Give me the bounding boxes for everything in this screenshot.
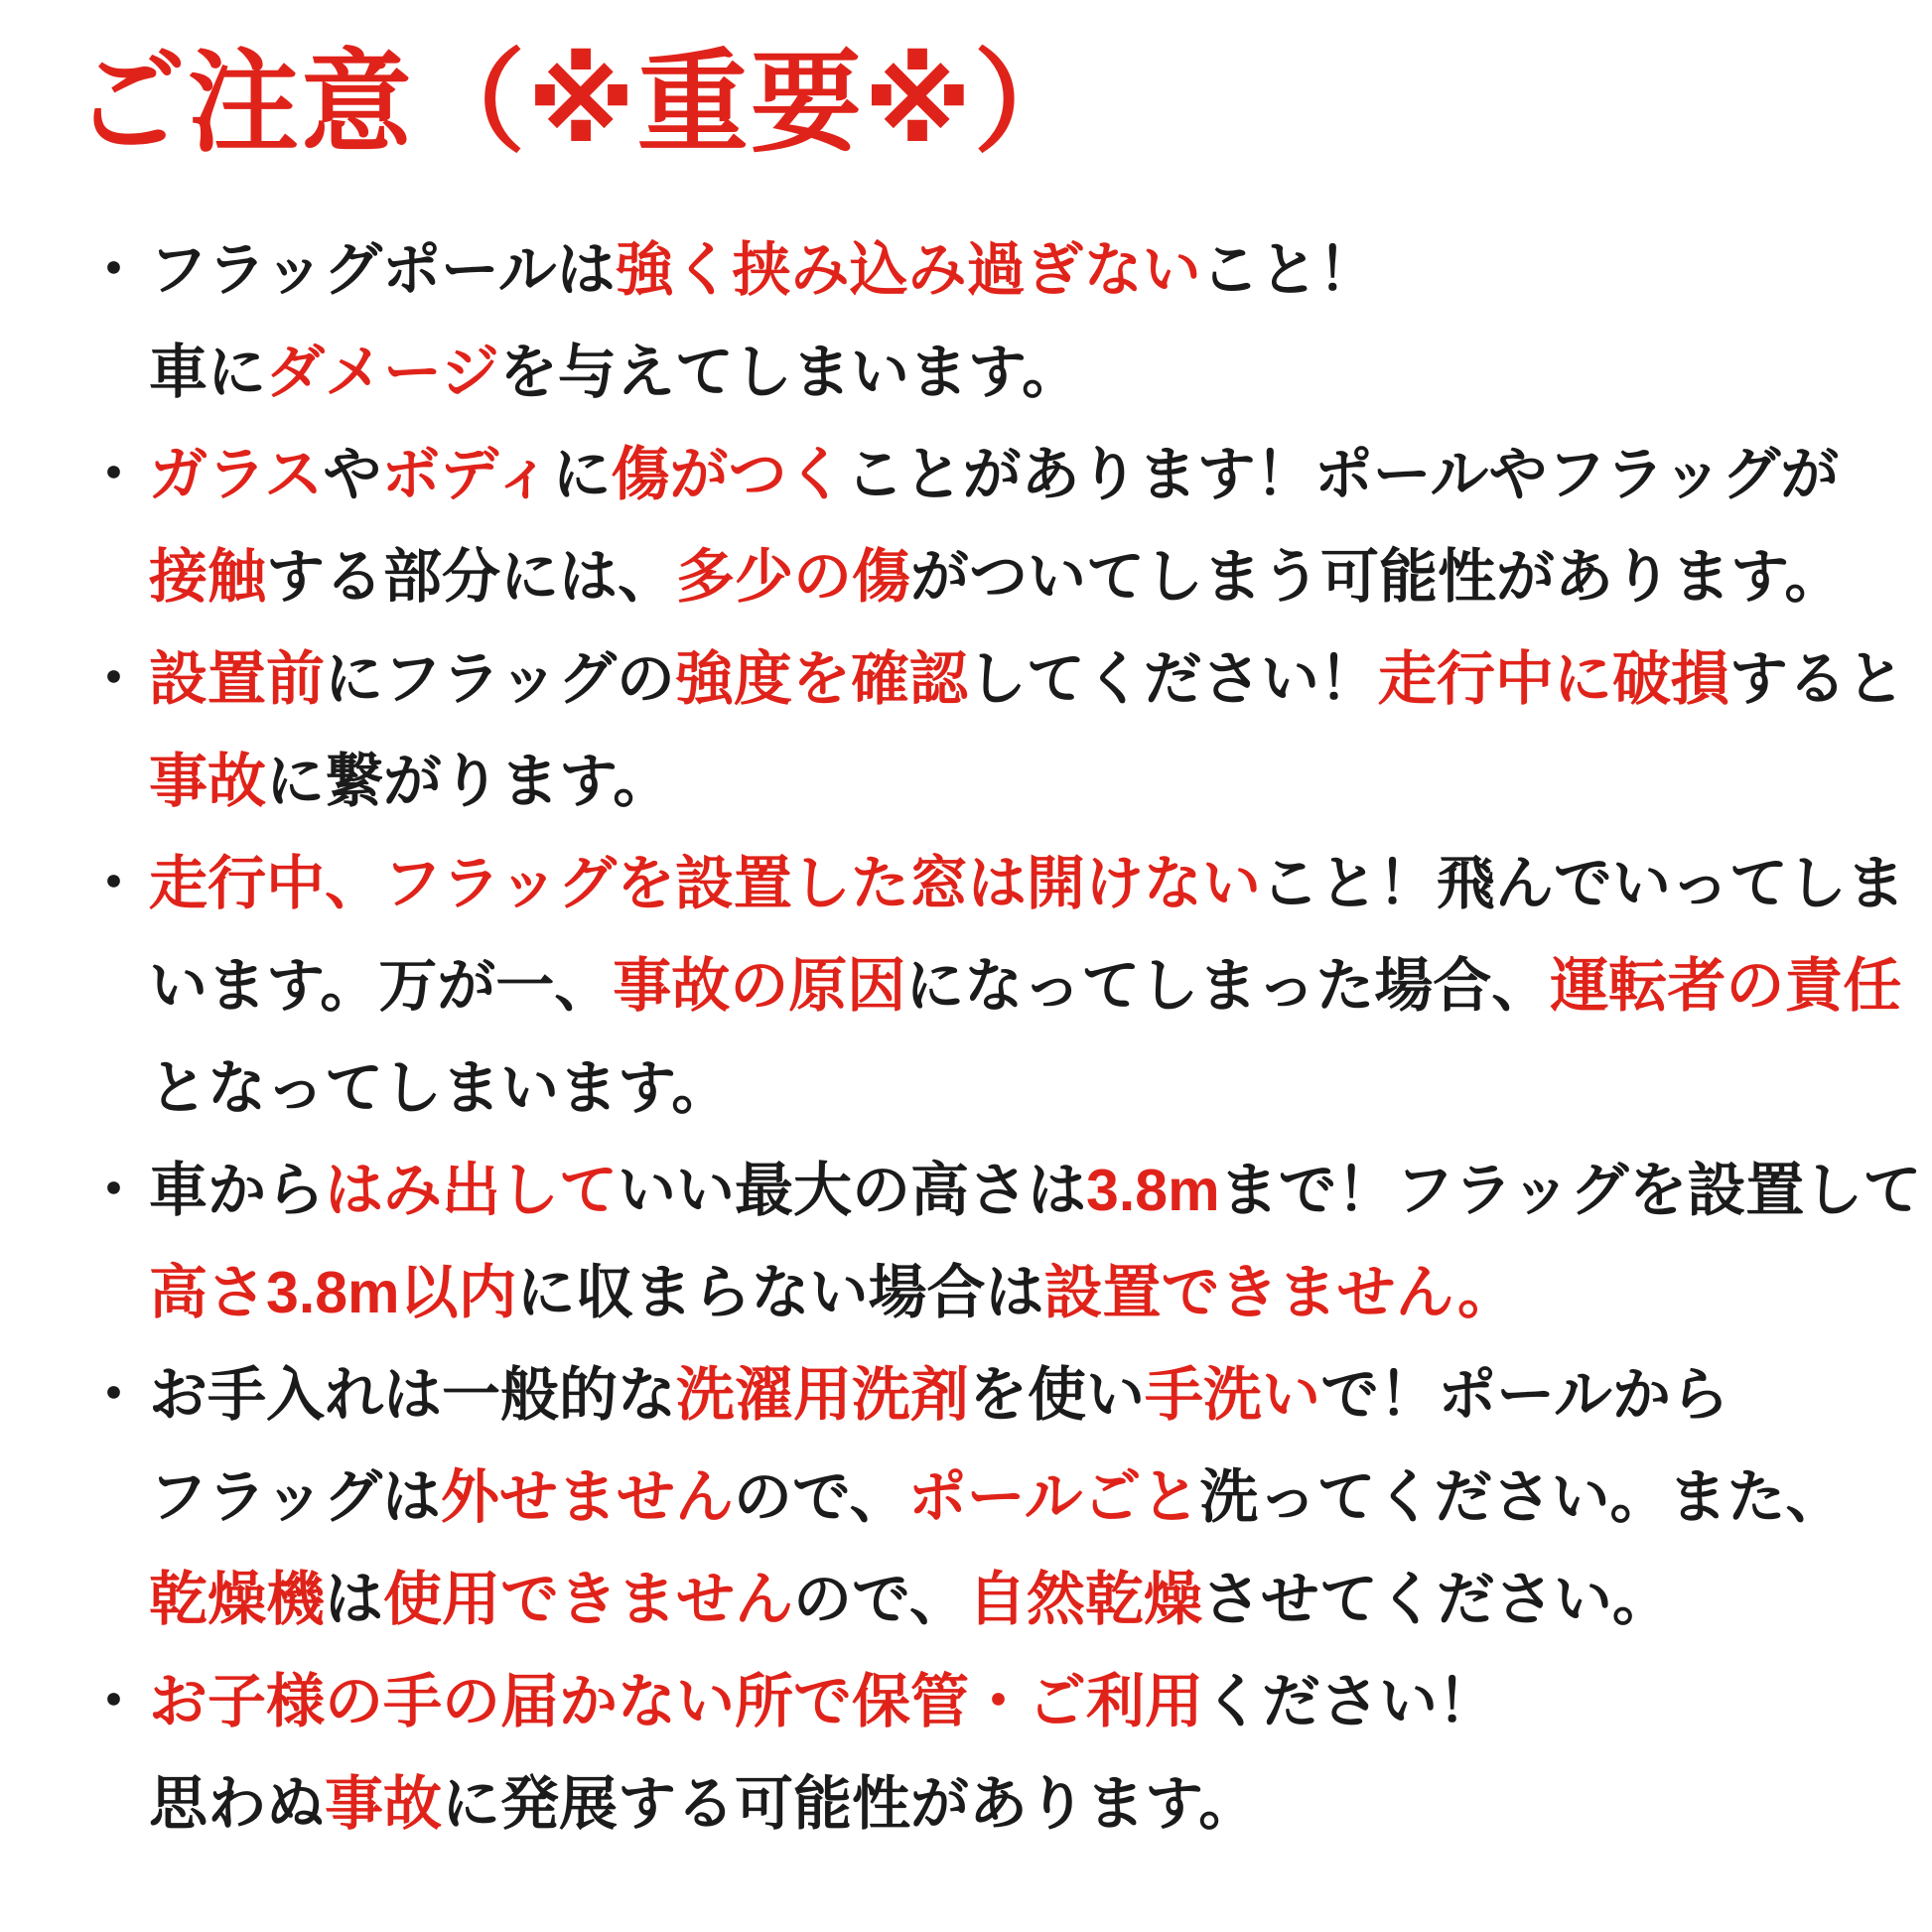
bullet-marker: ・ <box>84 237 144 304</box>
highlighted-text-segment: 多少の傷 <box>676 544 911 611</box>
text-segment: こと！ <box>1200 237 1377 304</box>
bullet-continuation-line <box>0 526 1932 628</box>
text-segment: で！ポールから <box>1320 1362 1729 1429</box>
highlighted-text-segment: 外せません <box>440 1464 734 1531</box>
text-segment: すると <box>1728 646 1905 713</box>
notice-list <box>0 219 1932 1856</box>
highlighted-text-segment: 自然乾燥 <box>967 1567 1202 1633</box>
highlighted-text-segment: 接触 <box>149 544 267 611</box>
text-segment: フラッグポールは <box>149 237 616 304</box>
text-segment: こと！飛んでいってしま <box>1260 851 1905 917</box>
text-segment: に収まらない場合は <box>516 1260 1044 1326</box>
text-segment: してください！ <box>967 646 1378 713</box>
text-segment: ので、 <box>793 1567 968 1633</box>
bullet-line <box>0 1140 1932 1242</box>
text-segment: に発展する可能性があります。 <box>442 1771 1258 1838</box>
bullet-marker: ・ <box>84 1158 144 1224</box>
text-segment: ことがあります！ポールやフラッグが <box>845 442 1840 508</box>
text-segment: を与えてしまいます。 <box>498 340 1081 406</box>
highlighted-text-segment: 洗濯用洗剤 <box>676 1362 970 1429</box>
text-segment: 車から <box>149 1158 326 1224</box>
text-segment: に <box>552 442 612 508</box>
bullet-marker: ・ <box>84 442 144 508</box>
bullet-line <box>0 833 1932 935</box>
text-segment: する部分には、 <box>266 544 677 611</box>
text-segment: ので、 <box>733 1464 908 1531</box>
highlighted-text-segment: 走行中に破損 <box>1377 646 1729 713</box>
text-segment: 洗ってください。また、 <box>1199 1464 1845 1531</box>
bullet-continuation-line <box>0 1242 1932 1344</box>
text-segment: になってしまった場合、 <box>905 953 1551 1020</box>
bullet-line <box>0 1344 1932 1447</box>
text-segment: いい最大の高さは <box>618 1158 1087 1224</box>
bullet-marker: ・ <box>84 851 144 917</box>
text-segment: にフラッグの <box>325 646 675 713</box>
text-segment: は <box>325 1567 384 1633</box>
highlighted-text-segment: 事故 <box>325 1771 443 1838</box>
highlighted-text-segment: ガラス <box>149 442 324 508</box>
bullet-continuation-line <box>0 1549 1932 1651</box>
highlighted-text-segment: 事故の原因 <box>613 953 906 1020</box>
text-segment: に繋がります。 <box>266 749 672 815</box>
highlighted-text-segment: 設置前 <box>149 646 326 713</box>
highlighted-text-segment: 乾燥機 <box>149 1567 326 1633</box>
highlighted-text-segment: 高さ3.8m以内 <box>149 1260 517 1326</box>
bullet-continuation-line <box>0 322 1932 424</box>
bullet-continuation-line <box>0 935 1932 1037</box>
highlighted-text-segment: 運転者の責任 <box>1550 953 1902 1020</box>
bullet-line <box>0 628 1932 731</box>
text-segment: 思わぬ <box>149 1771 326 1838</box>
highlighted-text-segment: 事故 <box>149 749 267 815</box>
highlighted-text-segment: ポールごと <box>907 1464 1200 1531</box>
highlighted-text-segment: 設置できません。 <box>1043 1260 1517 1326</box>
bullet-continuation-line <box>0 731 1932 833</box>
bullet-line <box>0 219 1932 322</box>
bullet-line <box>0 424 1932 526</box>
bullet-marker: ・ <box>84 646 144 713</box>
bullet-marker: ・ <box>84 1669 144 1735</box>
text-segment: まで！フラッグを設置して <box>1219 1158 1922 1224</box>
highlighted-text-segment: 手洗い <box>1145 1362 1321 1429</box>
bullet-continuation-line <box>0 1447 1932 1549</box>
highlighted-text-segment: ダメージ <box>266 340 499 406</box>
page-title: ご注意（※重要※） <box>74 41 1087 165</box>
bullet-continuation-line <box>0 1753 1932 1856</box>
highlighted-text-segment: 強度を確認 <box>674 646 968 713</box>
highlighted-text-segment: はみ出して <box>325 1158 619 1224</box>
text-segment: させてください。 <box>1201 1567 1671 1633</box>
text-segment: ください！ <box>1203 1669 1497 1735</box>
text-segment: フラッグは <box>149 1464 441 1531</box>
text-segment: がついてしまう可能性があります。 <box>910 544 1844 611</box>
text-segment: います。万が一、 <box>149 953 614 1020</box>
highlighted-text-segment: 3.8m <box>1086 1158 1220 1224</box>
text-segment: を使い <box>969 1362 1146 1429</box>
text-segment: となってしまいます。 <box>149 1055 731 1122</box>
highlighted-text-segment: お子様の手の届かない所で保管・ご利用 <box>149 1669 1204 1735</box>
highlighted-text-segment: 走行中、フラッグを設置した窓は開けない <box>149 851 1261 917</box>
highlighted-text-segment: 強く挟み込み過ぎない <box>615 237 1201 304</box>
text-segment: 車に <box>149 340 267 406</box>
bullet-continuation-line <box>0 1037 1932 1140</box>
bullet-line <box>0 1651 1932 1753</box>
text-segment: お手入れは一般的な <box>149 1362 677 1429</box>
highlighted-text-segment: 傷がつく <box>611 442 846 508</box>
highlighted-text-segment: ボディ <box>381 442 553 508</box>
text-segment: や <box>323 442 382 508</box>
bullet-marker: ・ <box>84 1362 144 1429</box>
highlighted-text-segment: 使用できません <box>383 1567 794 1633</box>
